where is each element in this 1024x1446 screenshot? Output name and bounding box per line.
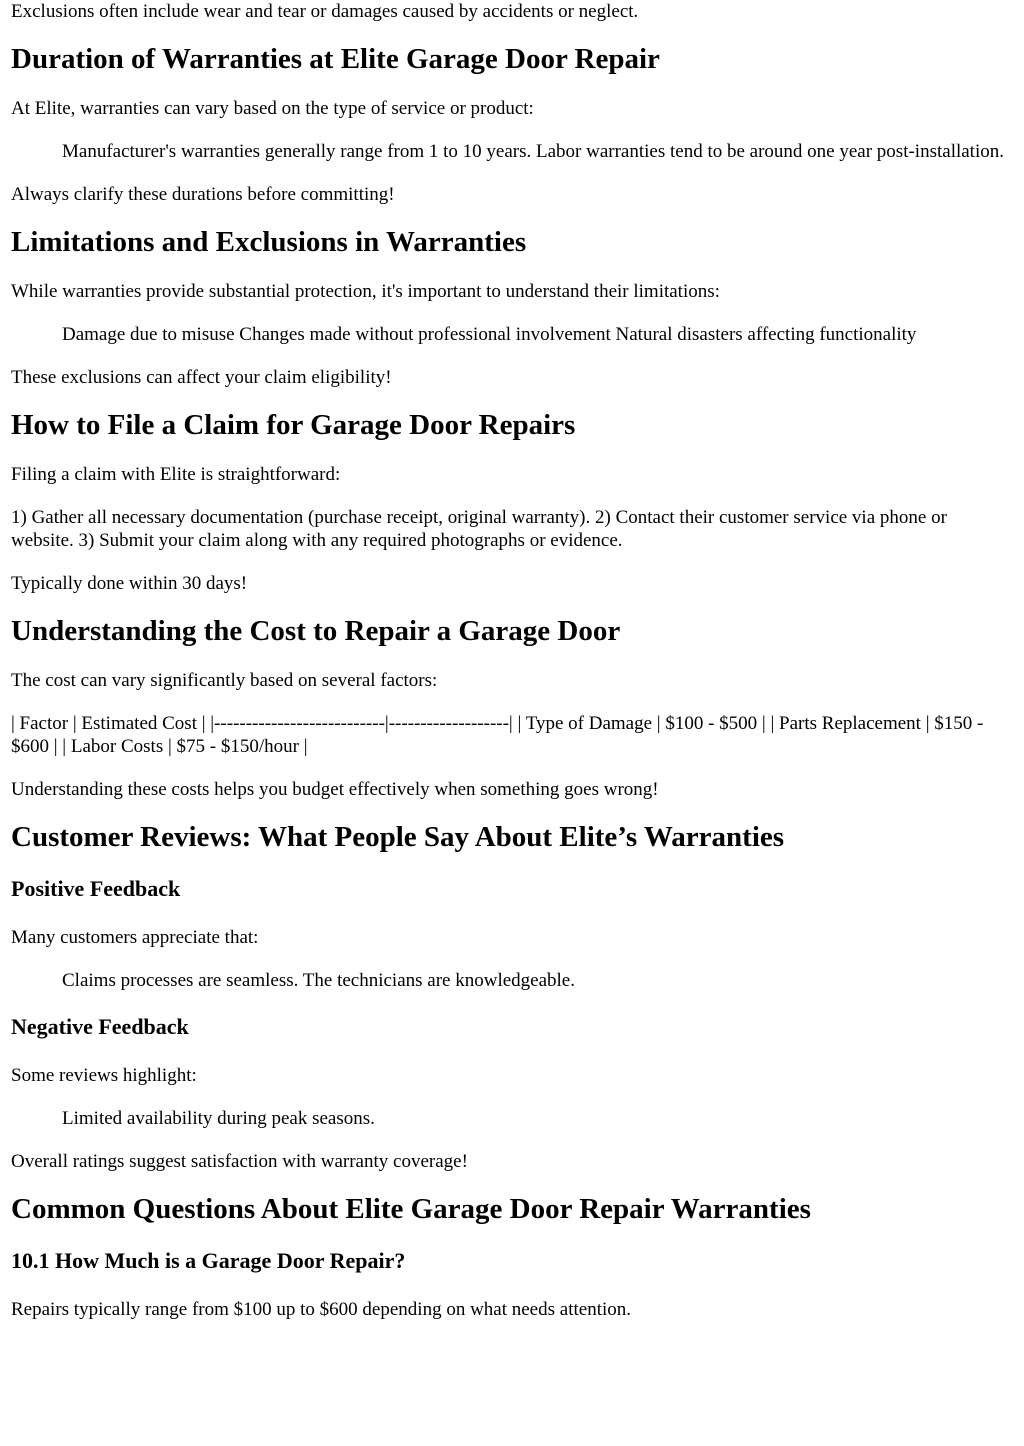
positive-feedback-quote: Claims processes are seamless. The technicians are knowledgeable. — [62, 970, 575, 991]
limitations-closing: These exclusions can affect your claim eligibility! — [11, 367, 392, 388]
intro-paragraph: Exclusions often include wear and tear or damages caused by accidents or neglect. — [11, 1, 639, 22]
negative-feedback-quote: Limited availability during peak seasons. — [62, 1108, 375, 1129]
negative-feedback-intro: Some reviews highlight: — [11, 1065, 197, 1086]
faq-question-heading: 10.1 How Much is a Garage Door Repair? — [11, 1248, 406, 1273]
cost-intro: The cost can vary significantly based on several factors: — [11, 670, 438, 691]
article-body — [11, 0, 1007, 1321]
positive-feedback-heading: Positive Feedback — [11, 876, 181, 901]
claim-intro: Filing a claim with Elite is straightforward: — [11, 464, 341, 485]
duration-heading: Duration of Warranties at Elite Garage Door Repair — [11, 43, 660, 75]
reviews-closing: Overall ratings suggest satisfaction with warranty coverage! — [11, 1151, 468, 1172]
duration-intro: At Elite, warranties can vary based on the type of service or product: — [11, 98, 534, 119]
cost-heading: Understanding the Cost to Repair a Garage Door — [11, 615, 621, 647]
limitations-intro: While warranties provide substantial protection, it's important to understand their limitations: — [11, 281, 720, 302]
claim-closing: Typically done within 30 days! — [11, 573, 248, 594]
limitations-heading: Limitations and Exclusions in Warranties — [11, 226, 527, 258]
claim-steps: 1) Gather all necessary documentation (purchase receipt, original warranty). 2) Contact their customer service via phone or website. 3) Submit your claim along with any required photographs or evidence. — [11, 507, 947, 551]
reviews-heading: Customer Reviews: What People Say About Elite’s Warranties — [11, 821, 785, 853]
claim-heading: How to File a Claim for Garage Door Repairs — [11, 409, 576, 441]
cost-closing: Understanding these costs helps you budget effectively when something goes wrong! — [11, 779, 659, 800]
limitations-quote: Damage due to misuse Changes made without professional involvement Natural disasters affecting functionality — [62, 324, 917, 345]
duration-closing: Always clarify these durations before committing! — [11, 184, 395, 205]
positive-feedback-intro: Many customers appreciate that: — [11, 927, 259, 948]
negative-feedback-heading: Negative Feedback — [11, 1014, 189, 1039]
faq-heading: Common Questions About Elite Garage Door Repair Warranties — [11, 1193, 811, 1225]
cost-table-text: | Factor | Estimated Cost | |---------------------------|-------------------| | Type of Damage | $100 - $500 | | Parts Replacement | $150 - $600 | | Labor Costs | $75 - $150/hour | — [11, 713, 984, 757]
duration-quote: Manufacturer's warranties generally range from 1 to 10 years. Labor warranties tend to be around one year post-installation. — [62, 141, 1004, 162]
faq-answer: Repairs typically range from $100 up to $600 depending on what needs attention. — [11, 1299, 631, 1320]
